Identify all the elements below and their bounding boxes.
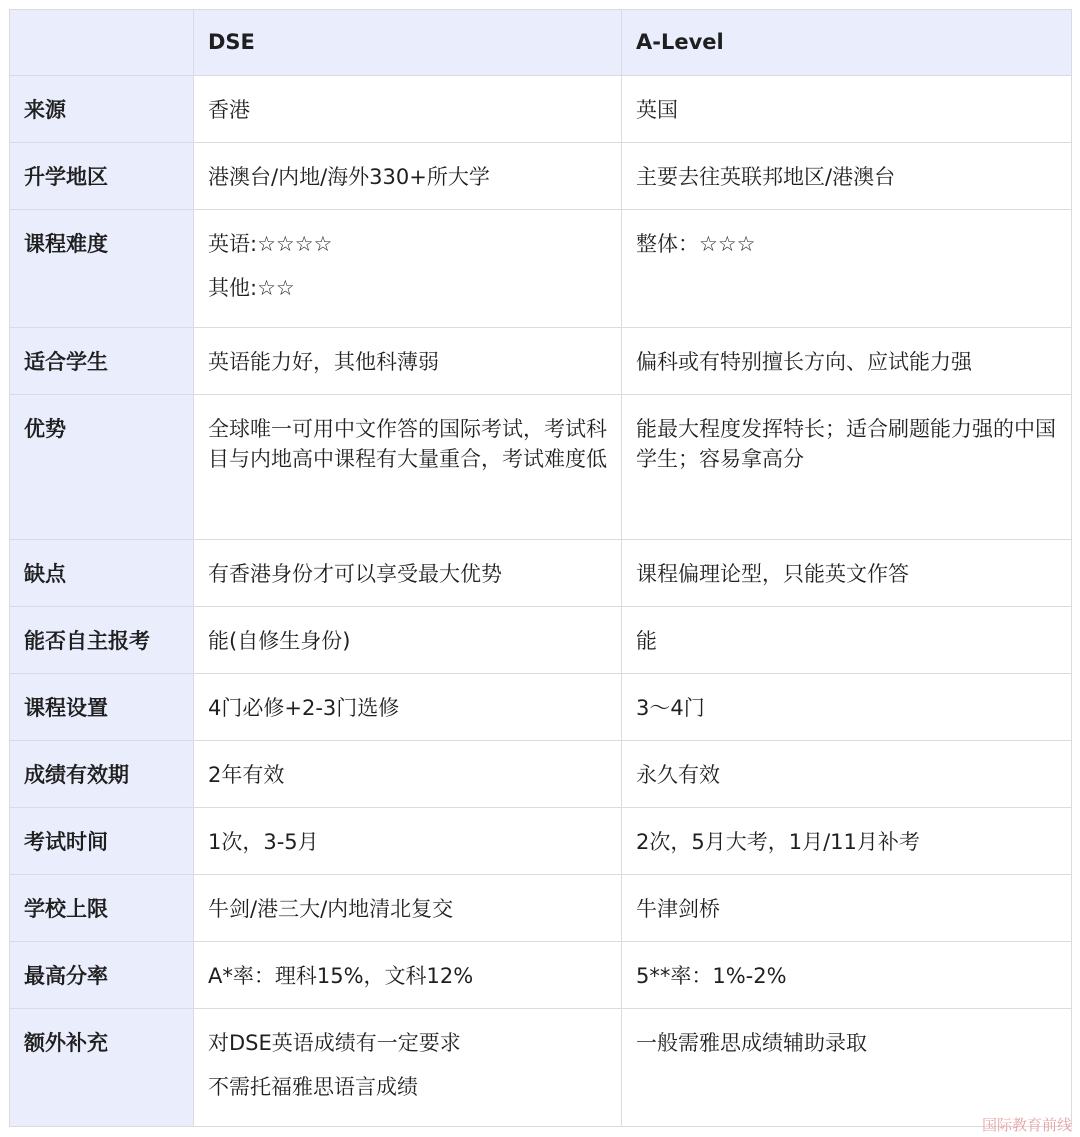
table-row [10, 395, 1072, 540]
alevel-cell [622, 875, 1072, 942]
dse-cell-line: 2年有效 [208, 763, 285, 787]
alevel-cell-line: 能 [636, 629, 657, 653]
row-label [10, 942, 194, 1009]
dse-cell-line: 1次，3-5月 [208, 830, 319, 854]
header-row [10, 10, 1072, 76]
alevel-cell-line: 永久有效 [636, 763, 720, 787]
dse-cell-line: 能(自修生身份) [208, 629, 351, 653]
row-label-text: 考试时间 [24, 830, 108, 854]
table-body [10, 76, 1072, 1127]
alevel-cell [622, 1009, 1072, 1127]
watermark: 国际教育前线 [981, 1116, 1072, 1134]
dse-cell [194, 942, 622, 1009]
alevel-cell [622, 395, 1072, 540]
alevel-cell-line: 偏科或有特别擅长方向、应试能力强 [636, 350, 972, 374]
table-row [10, 875, 1072, 942]
table-row [10, 210, 1072, 328]
alevel-cell [622, 607, 1072, 674]
table-row [10, 76, 1072, 143]
dse-cell-line: 4门必修+2-3门选修 [208, 696, 400, 720]
row-label [10, 210, 194, 328]
dse-cell [194, 210, 622, 328]
row-label-text: 课程难度 [24, 232, 108, 256]
table-row [10, 808, 1072, 875]
table-row [10, 674, 1072, 741]
row-label-text: 成绩有效期 [24, 763, 129, 787]
dse-cell [194, 1009, 622, 1127]
dse-cell [194, 395, 622, 540]
row-label-text: 升学地区 [24, 165, 108, 189]
alevel-cell [622, 741, 1072, 808]
dse-cell [194, 875, 622, 942]
row-label [10, 76, 194, 143]
row-label [10, 540, 194, 607]
row-label-text: 能否自主报考 [24, 629, 150, 653]
alevel-cell-line: 主要去往英联邦地区/港澳台 [636, 165, 896, 189]
alevel-cell-line: 课程偏理论型，只能英文作答 [636, 562, 909, 586]
dse-cell [194, 607, 622, 674]
dse-cell [194, 540, 622, 607]
alevel-cell [622, 808, 1072, 875]
alevel-cell-line: 2次，5月大考，1月/11月补考 [636, 830, 920, 854]
table-row [10, 942, 1072, 1009]
alevel-cell-line: 3～4门 [636, 696, 705, 720]
row-label [10, 395, 194, 540]
dse-cell [194, 328, 622, 395]
row-label-text: 缺点 [24, 562, 66, 586]
alevel-cell-line: 5**率：1%-2% [636, 964, 787, 988]
row-label-text: 最高分率 [24, 964, 108, 988]
table-row [10, 540, 1072, 607]
alevel-cell [622, 328, 1072, 395]
row-label-text: 优势 [24, 417, 66, 441]
alevel-cell-line: 一般需雅思成绩辅助录取 [636, 1031, 867, 1055]
alevel-cell [622, 210, 1072, 328]
dse-cell-line: 全球唯一可用中文作答的国际考试，考试科目与内地高中课程有大量重合，考试难度低 [208, 417, 607, 472]
row-label-text: 课程设置 [24, 696, 108, 720]
dse-cell-line: 英语:☆☆☆☆ [208, 232, 333, 256]
row-label [10, 143, 194, 210]
row-label [10, 741, 194, 808]
dse-cell-line: 对DSE英语成绩有一定要求 [208, 1031, 461, 1055]
dse-cell [194, 808, 622, 875]
alevel-cell-line: 英国 [636, 98, 678, 122]
dse-cell-line: 英语能力好，其他科薄弱 [208, 350, 439, 374]
alevel-cell-line: 牛津剑桥 [636, 897, 720, 921]
dse-cell-line: 牛剑/港三大/内地清北复交 [208, 897, 454, 921]
row-label-text: 额外补充 [24, 1031, 108, 1055]
header-alevel: A-Level [622, 10, 1072, 76]
dse-cell-line: 香港 [208, 98, 250, 122]
row-label-text: 学校上限 [24, 897, 108, 921]
table-row [10, 328, 1072, 395]
dse-cell-line: 港澳台/内地/海外330+所大学 [208, 165, 490, 189]
header-corner-cell [10, 10, 194, 76]
alevel-cell-line: 能最大程度发挥特长；适合刷题能力强的中国学生；容易拿高分 [636, 417, 1056, 472]
row-label [10, 328, 194, 395]
dse-cell-line: 有香港身份才可以享受最大优势 [208, 562, 502, 586]
dse-cell [194, 76, 622, 143]
row-label-text: 来源 [24, 98, 66, 122]
comparison-table [9, 9, 1072, 1127]
dse-cell-line: A*率：理科15%，文科12% [208, 964, 474, 988]
dse-cell [194, 674, 622, 741]
alevel-cell [622, 143, 1072, 210]
dse-cell-line: 不需托福雅思语言成绩 [208, 1075, 418, 1100]
alevel-cell [622, 540, 1072, 607]
row-label [10, 875, 194, 942]
table-row [10, 143, 1072, 210]
table-row [10, 741, 1072, 808]
row-label [10, 674, 194, 741]
row-label [10, 808, 194, 875]
alevel-cell [622, 942, 1072, 1009]
alevel-cell [622, 674, 1072, 741]
dse-cell [194, 741, 622, 808]
dse-cell [194, 143, 622, 210]
dse-cell-line: 其他:☆☆ [208, 276, 295, 301]
row-label [10, 1009, 194, 1127]
alevel-cell-line: 整体：☆☆☆ [636, 232, 756, 256]
row-label [10, 607, 194, 674]
alevel-cell [622, 76, 1072, 143]
table-row [10, 1009, 1072, 1127]
row-label-text: 适合学生 [24, 350, 108, 374]
header-dse: DSE [194, 10, 622, 76]
table-row [10, 607, 1072, 674]
